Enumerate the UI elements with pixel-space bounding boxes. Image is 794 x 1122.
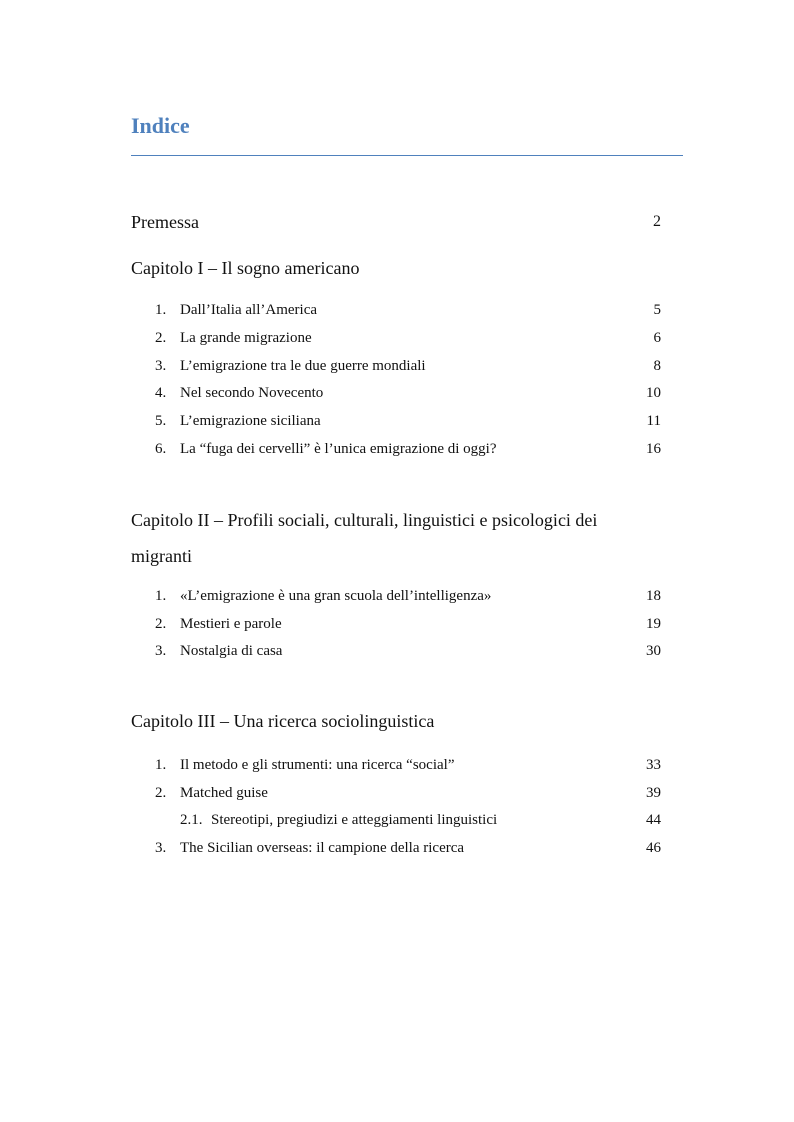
toc-premessa-label: Premessa — [131, 212, 199, 232]
toc-chapter-2-title[interactable] — [131, 505, 631, 571]
toc-entry-page: 30 — [646, 643, 661, 659]
toc-entry[interactable] — [131, 326, 661, 350]
toc-entry-page: 44 — [646, 812, 661, 828]
toc-entry[interactable] — [131, 354, 661, 378]
page-title: Indice — [131, 113, 190, 138]
toc-entry-label: Mestieri e parole — [180, 616, 282, 632]
toc-entry-label: Matched guise — [180, 785, 268, 801]
toc-entry-number: 2. — [155, 330, 167, 346]
toc-entry-page: 10 — [646, 385, 661, 401]
toc-entry-label: L’emigrazione tra le due guerre mondiali — [180, 358, 426, 374]
toc-entry-page: 19 — [646, 616, 661, 632]
toc-entry-page: 5 — [653, 302, 661, 318]
toc-entry-label: Dall’Italia all’America — [180, 302, 318, 318]
toc-entry-label: L’emigrazione siciliana — [180, 413, 321, 429]
toc-entry-label: «L’emigrazione è una gran scuola dell’intelligenza» — [180, 588, 492, 604]
toc-entry[interactable] — [131, 836, 661, 860]
toc-entry-number: 2.1. — [180, 812, 203, 828]
toc-subentry[interactable] — [131, 808, 661, 832]
toc-entry-number: 1. — [155, 588, 167, 604]
toc-entry-number: 1. — [155, 302, 167, 318]
toc-entry-label: The Sicilian overseas: il campione della ricerca — [180, 840, 465, 856]
toc-chapter-2-title-line1: Capitolo II – Profili sociali, culturali, linguistici e psicologici dei — [131, 510, 598, 530]
toc-entry[interactable] — [131, 639, 661, 663]
toc-entry[interactable] — [131, 381, 661, 405]
toc-entry[interactable] — [131, 612, 661, 636]
toc-entry-label: Il metodo e gli strumenti: una ricerca “social” — [180, 757, 455, 773]
toc-entry-number: 5. — [155, 413, 167, 429]
toc-entry[interactable] — [131, 437, 661, 461]
toc-entry-page: 11 — [646, 413, 661, 429]
toc-entry[interactable] — [131, 584, 661, 608]
toc-entry-page: 33 — [646, 757, 661, 773]
toc-entry-number: 1. — [155, 757, 167, 773]
toc-entry-label: La “fuga dei cervelli” è l’unica emigrazione di oggi? — [180, 441, 497, 457]
toc-entry-number: 2. — [155, 785, 167, 801]
toc-entry-page: 6 — [653, 330, 661, 346]
toc-entry-page: 16 — [646, 441, 661, 457]
toc-entry-page: 18 — [646, 588, 661, 604]
toc-entry-label: Nostalgia di casa — [180, 643, 283, 659]
toc-entry-number: 3. — [155, 643, 167, 659]
toc-chapter-2-title-line2: migranti — [131, 546, 192, 566]
toc-entry-number: 3. — [155, 840, 167, 856]
toc-chapter-1-title[interactable]: Capitolo I – Il sogno americano — [131, 258, 360, 278]
toc-chapter-3-title[interactable]: Capitolo III – Una ricerca sociolinguistica — [131, 711, 435, 731]
toc-entry-page: 8 — [653, 358, 661, 374]
title-divider — [131, 155, 683, 156]
toc-entry-number: 3. — [155, 358, 167, 374]
toc-entry-label: Nel secondo Novecento — [180, 385, 324, 401]
toc-premessa[interactable] — [131, 207, 661, 237]
toc-entry[interactable] — [131, 781, 661, 805]
toc-entry-label: La grande migrazione — [180, 330, 312, 346]
toc-entry-label: Stereotipi, pregiudizi e atteggiamenti linguistici — [211, 812, 498, 828]
toc-entry-page: 39 — [646, 785, 661, 801]
toc-entry-number: 2. — [155, 616, 167, 632]
toc-entry-page: 46 — [646, 840, 661, 856]
toc-entry-number: 4. — [155, 385, 167, 401]
toc-premessa-page: 2 — [653, 213, 661, 230]
toc-entry[interactable] — [131, 409, 661, 433]
toc-entry[interactable] — [131, 753, 661, 777]
toc-entry-number: 6. — [155, 441, 167, 457]
toc-entry[interactable] — [131, 298, 661, 322]
